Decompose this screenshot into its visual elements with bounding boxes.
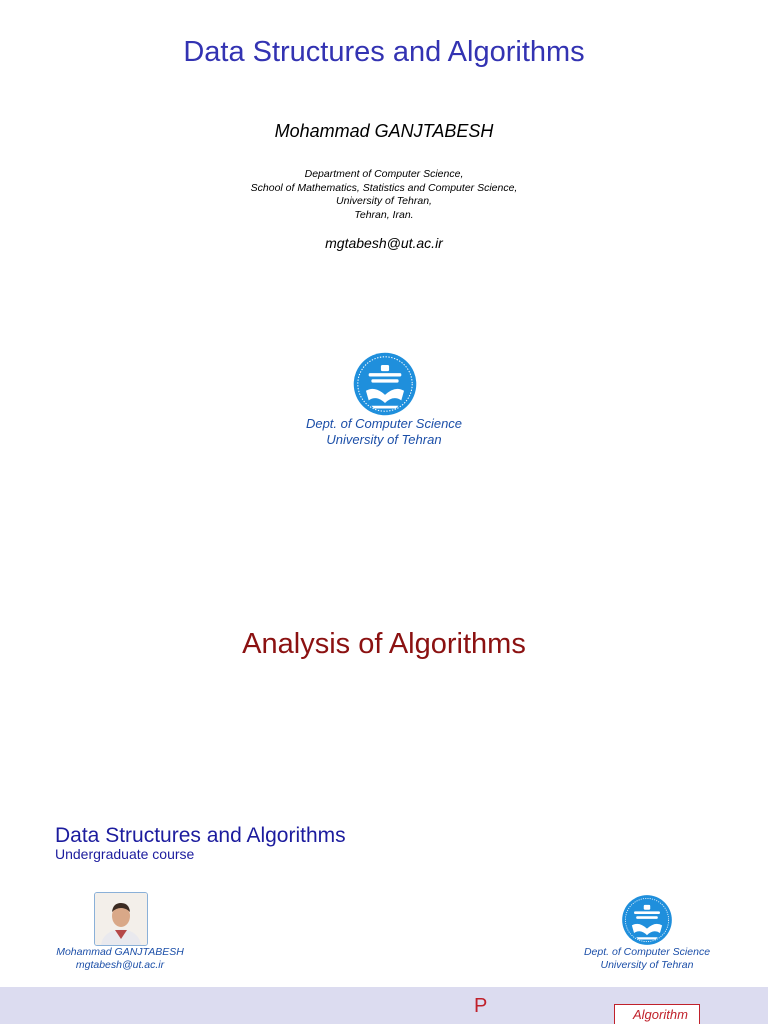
dept-line: University of Tehran	[326, 432, 442, 447]
person-icon	[95, 893, 147, 945]
slide2-title: Analysis of Algorithms	[242, 628, 526, 660]
slide1-affiliation	[0, 168, 768, 222]
university-logo-icon	[351, 350, 419, 418]
slide3-author-block	[40, 946, 200, 972]
affiliation-line: Department of Computer Science,	[304, 168, 464, 180]
author-photo	[94, 892, 148, 946]
dept-line: Dept. of Computer Science	[305, 416, 463, 431]
slide3-title: Data Structures and Algorithms	[55, 824, 346, 847]
handwritten-annotation-box	[614, 1004, 700, 1024]
author-name: Mohammad GANJTABESH	[56, 946, 184, 958]
university-logo-icon	[620, 893, 674, 947]
handwritten-mark: P	[474, 995, 488, 1017]
slide3-subtitle: Undergraduate course	[55, 846, 195, 862]
handwritten-annotation-text: Algorithm	[633, 1007, 688, 1022]
slide3-dept-block	[567, 946, 727, 972]
slide1-author: Mohammad GANJTABESH	[274, 121, 494, 141]
slide1-title: Data Structures and Algorithms	[183, 36, 585, 68]
dept-line: University of Tehran	[600, 959, 694, 971]
affiliation-line: School of Mathematics, Statistics and Computer Science,	[250, 181, 518, 194]
slide1-email[interactable]: mgtabesh@ut.ac.ir	[325, 235, 443, 251]
dept-line: Dept. of Computer Science	[583, 946, 711, 958]
author-email[interactable]: mgtabesh@ut.ac.ir	[75, 959, 165, 971]
slide1-dept	[0, 416, 768, 448]
affiliation-line: University of Tehran,	[336, 195, 432, 208]
affiliation-line: Tehran, Iran.	[354, 208, 414, 221]
slide4-header-band	[0, 987, 768, 1024]
